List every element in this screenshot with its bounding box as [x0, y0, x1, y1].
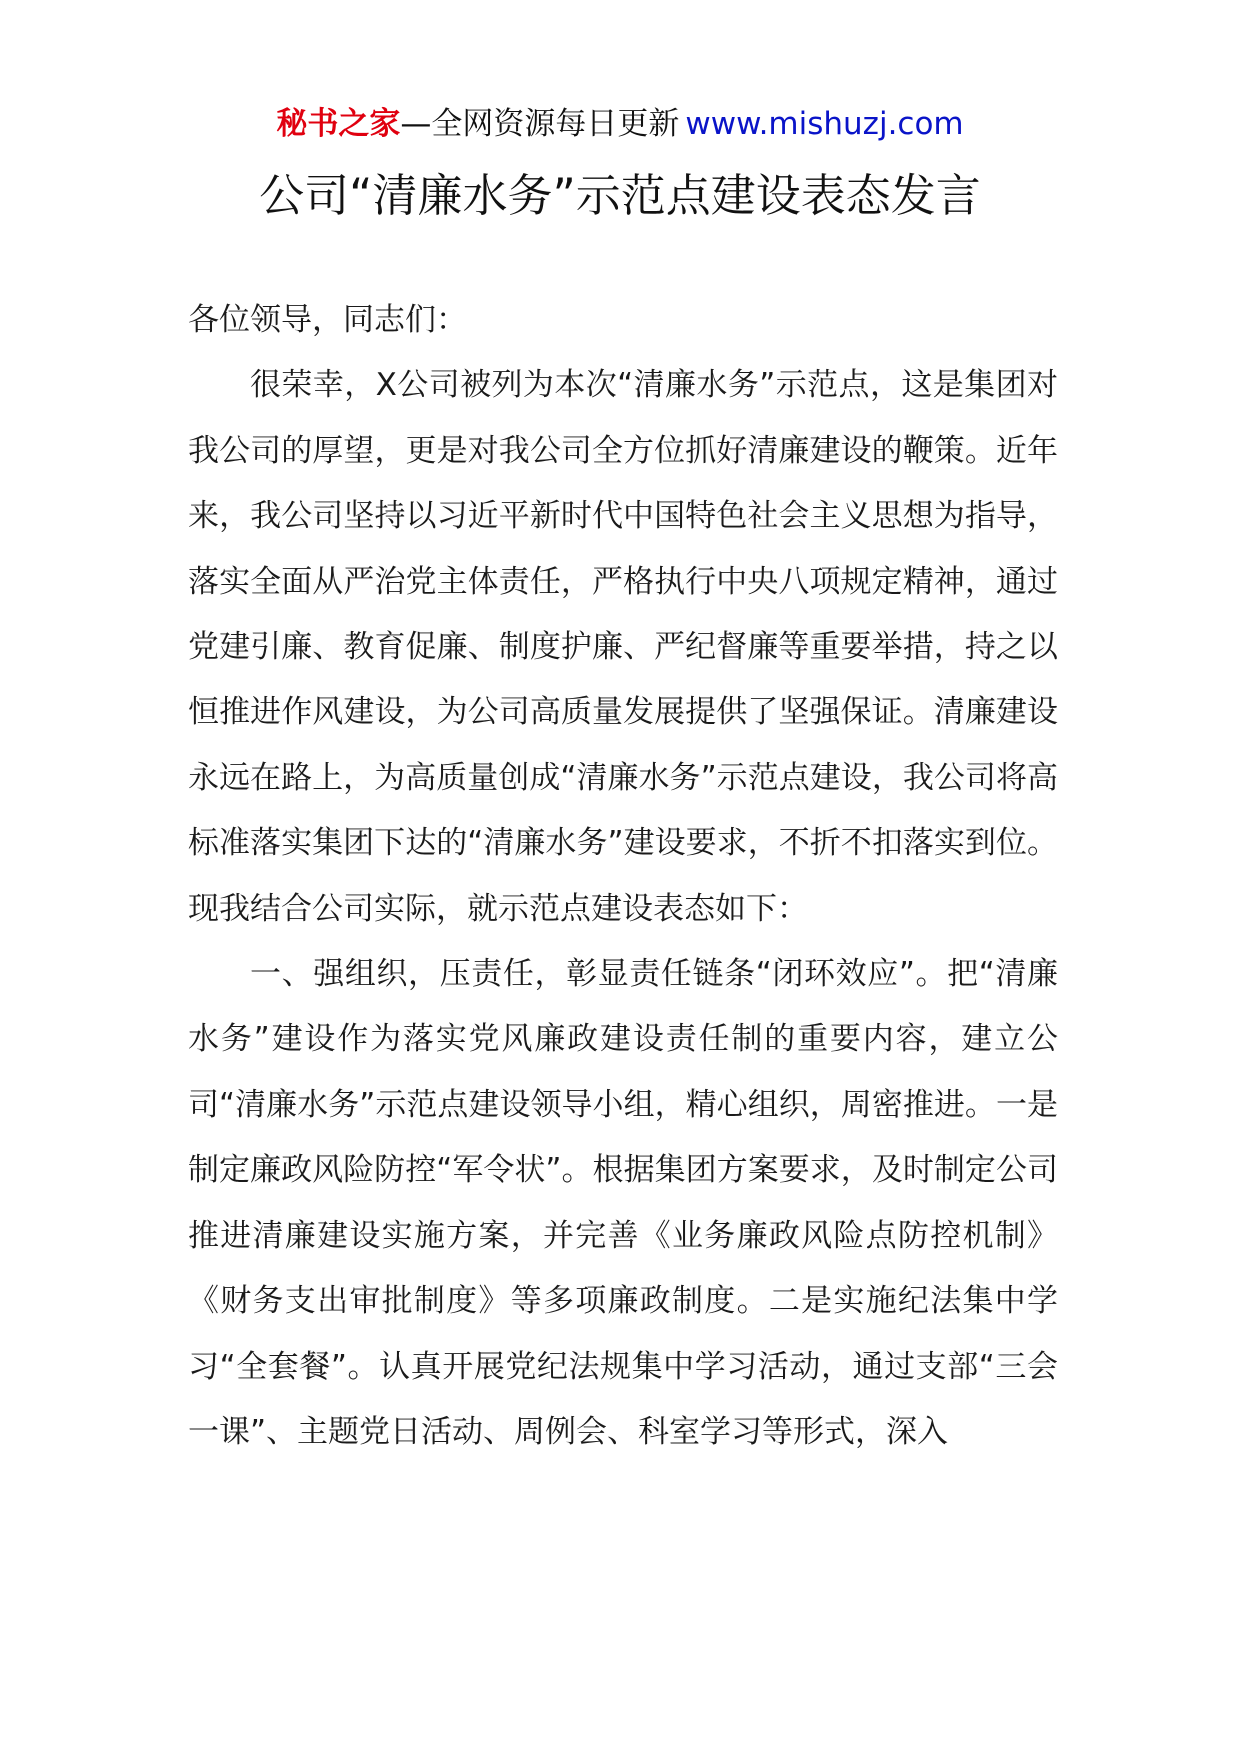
document-title: 公司“清廉水务”示范点建设表态发言 — [259, 169, 981, 222]
body-paragraph-section-one: 一、强组织，压责任，彰显责任链条“闭环效应”。把“清廉水务”建设作为落实党风廉政建设责任制的重要内容，建立公司“清廉水务”示范点建设领导小组，精心组织，周密推进。一是制定廉政风险防控“军令状”。根据集团方案要求，及时制定公司推进清廉建设实施方案，并完善《业务廉政风险点防控机制》《财务支出审批制度》等多项廉政制度。二是实施纪法集中学习“全套餐”。认真开展党纪法规集中学习活动，通过支部“三会一课”、主题党日活动、周例会、科室学习等形式，深入 — [188, 956, 1058, 1450]
banner-tagline: —全网资源每日更新 — [400, 106, 680, 142]
body-paragraph-intro: 很荣幸，X公司被列为本次“清廉水务”示范点，这是集团对我公司的厚望，更是对我公司全方位抓好清廉建设的鞭策。近年来，我公司坚持以习近平新时代中国特色社会主义思想为指导，落实全面从严治党主体责任，严格执行中央八项规定精神，通过党建引廉、教育促廉、制度护廉、严纪督廉等重要举措，持之以恒推进作风建设，为公司高质量发展提供了坚强保证。清廉建设永远在路上，为高质量创成“清廉水务”示范点建设，我公司将高标准落实集团下达的“清廉水务”建设要求，不折不扣落实到位。现我结合公司实际，就示范点建设表态如下： — [188, 367, 1058, 927]
site-url-link[interactable]: www.mishuzj.com — [685, 106, 964, 142]
header-banner — [0, 102, 1240, 146]
salutation: 各位领导，同志们： — [188, 302, 467, 338]
document-body — [188, 288, 1058, 1465]
brand-name: 秘书之家 — [276, 106, 401, 142]
